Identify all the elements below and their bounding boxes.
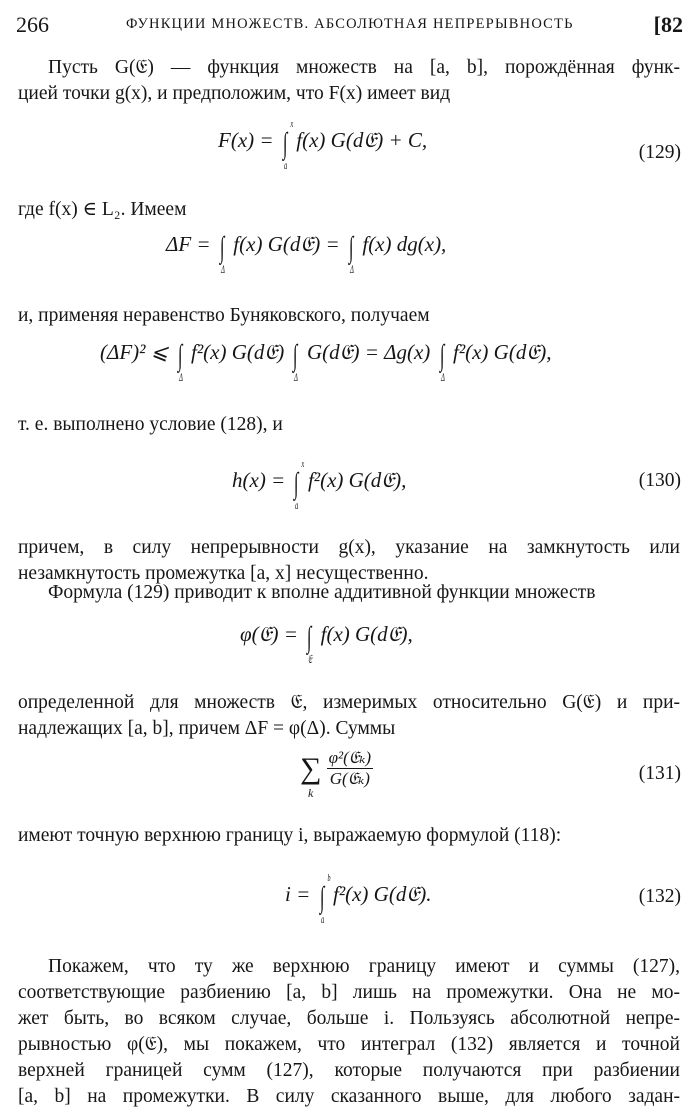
text-line: Пусть G(𝔈) — функция множеств на [a, b], порождённая функ- (48, 57, 680, 78)
page-number: 266 (16, 12, 49, 37)
equation-number-132: (132) (638, 886, 681, 907)
text-line: надлежащих [a, b], причем ΔF = φ(Δ). Суммы (18, 718, 396, 739)
text-line: незамкнутость промежутка [a, x] несущественно. (18, 563, 429, 584)
formula-130: h(x) = ∫ x a f²(x) G(d𝔈), (232, 458, 407, 512)
text-line: верхней границей сумм (127), которые получаются при разбиении (18, 1060, 680, 1081)
text-line: определенной для множеств 𝔈, измеримых относительно G(𝔈) и при- (18, 692, 680, 713)
text-line: причем, в силу непрерывности g(x), указание на замкнутость или (18, 537, 680, 558)
paragraph-condition (18, 412, 680, 438)
page-header (16, 12, 683, 38)
integral-sign: ∫ Δ (439, 339, 445, 384)
text-line: и, применяя неравенство Буняковского, получаем (18, 305, 430, 326)
formula-132: i = ∫ b a f²(x) G(d𝔈). (285, 872, 432, 926)
integral-sign: ∫ Δ (348, 231, 354, 276)
text-line: т. е. выполнено условие (128), и (18, 414, 283, 435)
formula-phi: φ(𝔈) = ∫ 𝔈 f(x) G(d𝔈), (240, 621, 413, 666)
paragraph-measurable (18, 690, 680, 742)
integral-sign: ∫ 𝔈 (307, 621, 313, 666)
text-line: Формула (129) приводит к вполне аддитивной функции множеств (48, 582, 596, 603)
paragraph-where (18, 197, 680, 223)
running-title: ФУНКЦИИ МНОЖЕСТВ. АБСОЛЮТНАЯ НЕПРЕРЫВНОСТЬ (126, 16, 574, 32)
text-line: жет быть, во всяком случае, больше i. Пользуясь абсолютной непре- (18, 1008, 680, 1029)
paragraph-intro (18, 55, 680, 107)
equation-number-129: (129) (638, 142, 681, 163)
paragraph-bunyakovsky (18, 303, 680, 329)
text-line: соответствующие разбиению [a, b] лишь на промежутки. Она не мо- (18, 982, 680, 1003)
integral-sign: ∫ x a (294, 458, 305, 512)
formula-131 (300, 748, 373, 800)
text-line: Покажем, что ту же верхнюю границу имеют и суммы (127), (48, 956, 680, 977)
equation-number-131: (131) (638, 763, 681, 784)
formula-129: F(x) = ∫ x a f(x) G(d𝔈) + C, (218, 118, 428, 172)
paragraph-upper-bound (18, 823, 680, 849)
integral-sign: ∫ Δ (293, 339, 299, 384)
text-line: имеют точную верхнюю границу i, выражаемую формулой (118): (18, 825, 562, 846)
section-number: [82 (653, 12, 683, 37)
paragraph-formula-129 (18, 580, 680, 606)
text-line: рывностью φ(𝔈), мы покажем, что интеграл (132) является и точной (18, 1034, 680, 1055)
integral-sign: ∫ x a (282, 118, 294, 172)
text-line: цией точки g(x), и предположим, что F(x) имеет вид (18, 83, 451, 104)
fraction: $\frac{\text{φ²(𝔈ₖ)}}{\text{G(𝔈ₖ)}}$ (328, 748, 372, 788)
text-line: где f(x) ∈ L₂. Имеем (18, 199, 187, 220)
equation-number-130: (130) (638, 470, 681, 491)
summation-sign: ∑ k (300, 751, 322, 800)
paragraph-proof (18, 954, 680, 1110)
text-line: [a, b] на промежутки. В силу сказанного выше, для любого задан- (18, 1086, 680, 1107)
integral-sign: ∫ Δ (219, 231, 225, 276)
integral-sign: ∫ b a (319, 872, 331, 926)
integral-sign: ∫ Δ (177, 339, 183, 384)
formula-delta-f: ΔF = ∫ Δ f(x) G(d𝔈) = ∫ Δ f(x) dg(x), (166, 231, 447, 276)
formula-inequality: (ΔF)² ⩽ ∫ Δ f²(x) G(d𝔈) ∫ Δ G(d𝔈) = Δg(x) ∫ Δ f²(x) G(d𝔈), (100, 339, 552, 384)
